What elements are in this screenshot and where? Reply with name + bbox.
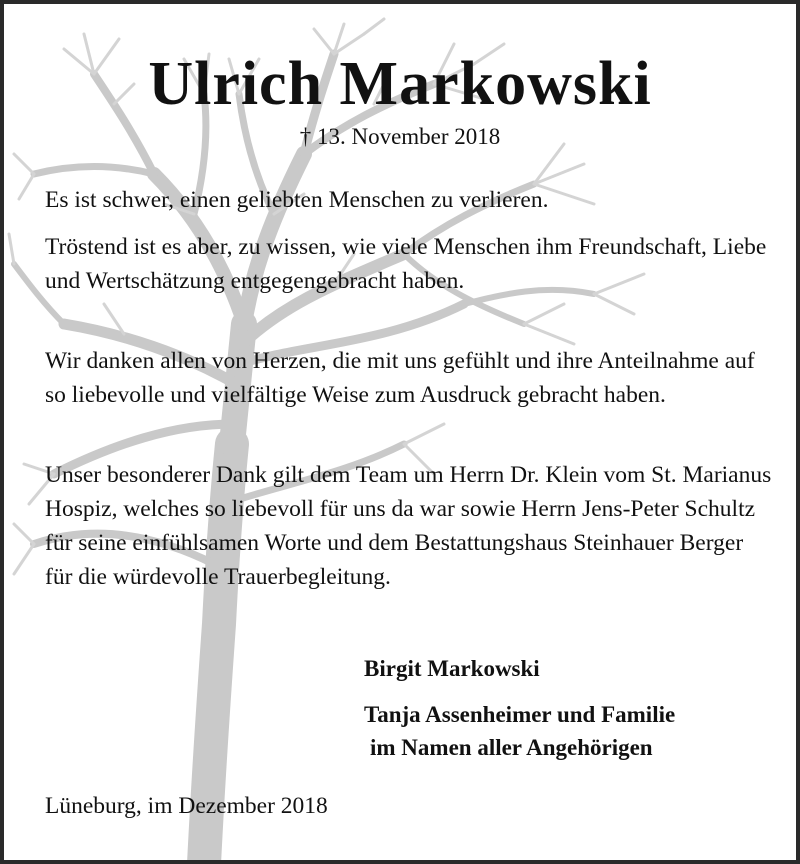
death-date: † 13. November 2018 [299, 124, 501, 149]
signature-2: Tanja Assenheimer und Familie [364, 702, 676, 727]
paragraph-4: Unser besonderer Dank gilt dem Team um Herrn Dr. Klein vom St. Marianus Hospiz, welches so liebevoll für uns da war sowie Herrn Jens-Peter Schultz für seine einfühlsamen Worte und dem Bestattungshaus Steinhauer Berger für die würdevolle Trauerbegleitung. [45, 462, 772, 590]
place-date: Lüneburg, im Dezember 2018 [45, 793, 328, 819]
paragraph-2: Tröstend ist es aber, zu wissen, wie viele Menschen ihm Freundschaft, Liebe und Wertschätzung entgegengebracht haben. [45, 234, 767, 294]
signature-3: im Namen aller Angehörigen [370, 735, 653, 760]
paragraph-3: Wir danken allen von Herzen, die mit uns gefühlt und ihre Anteilnahme auf so liebevolle und vielfältige Weise zum Ausdruck gebracht haben. [45, 348, 755, 408]
paragraph-1: Es ist schwer, einen geliebten Menschen zu verlieren. [45, 187, 549, 213]
signature-1: Birgit Markowski [364, 656, 540, 681]
deceased-name: Ulrich Markowski [148, 50, 652, 118]
